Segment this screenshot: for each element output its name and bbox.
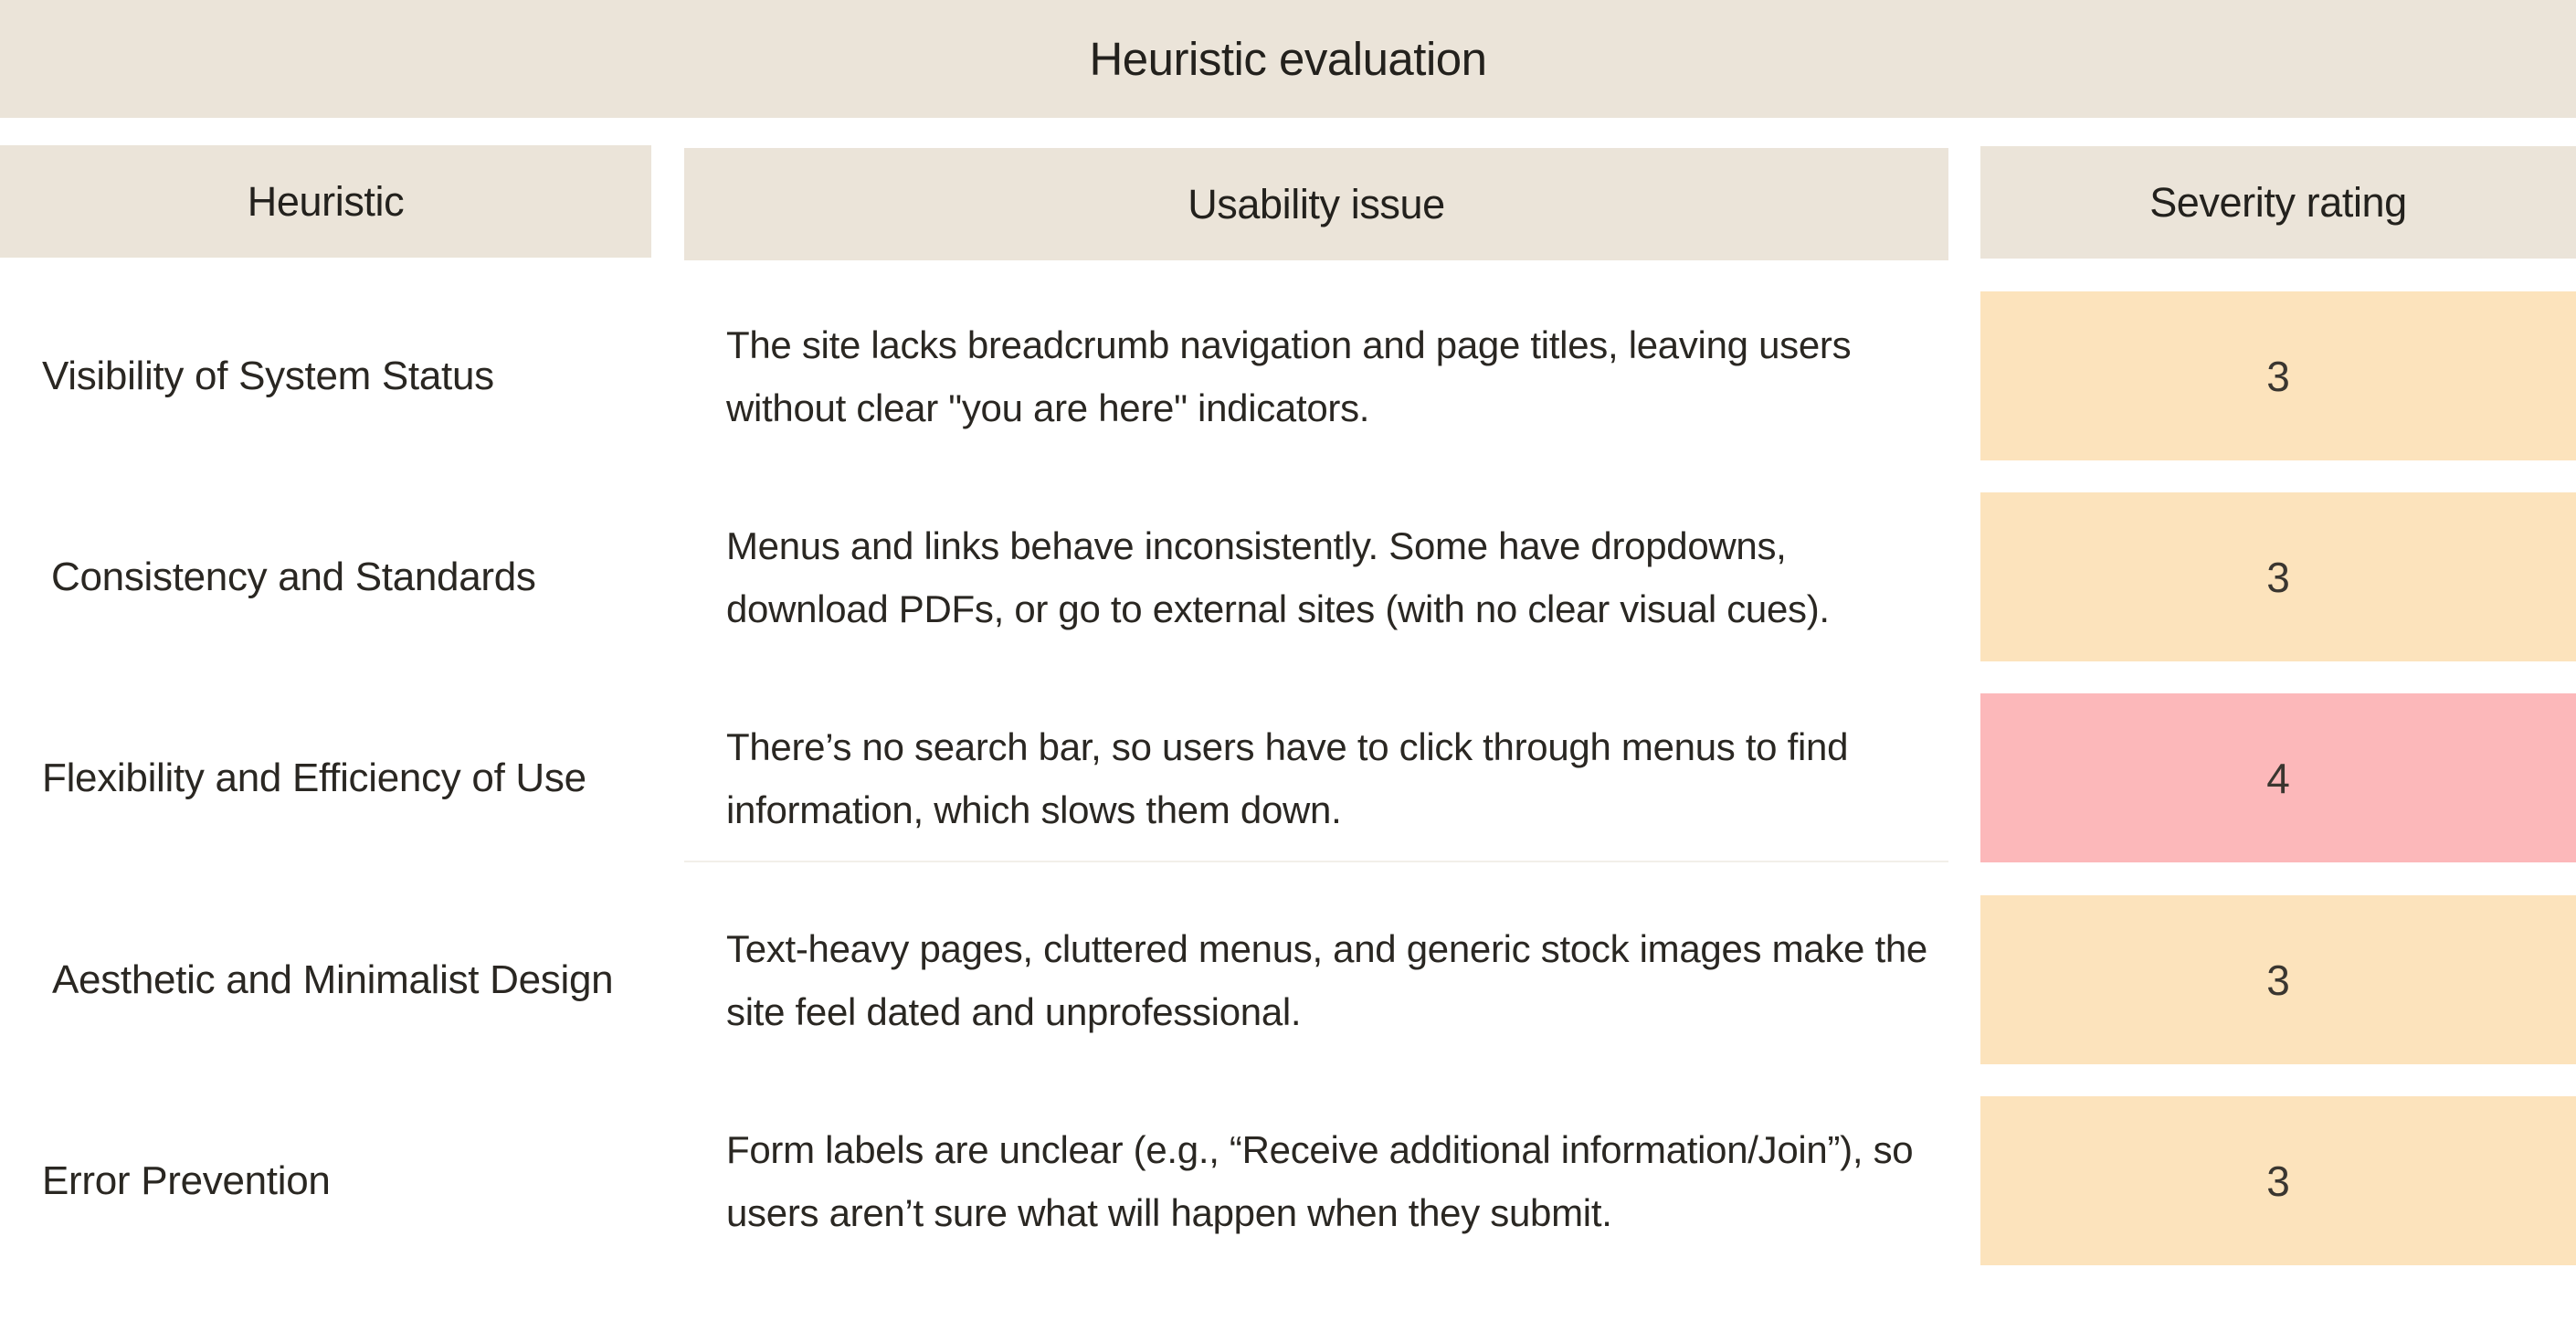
severity-rating-cell: 3 — [1980, 492, 2576, 661]
column-header-heuristic: Heuristic — [0, 145, 651, 258]
usability-issue-cell: There’s no search bar, so users have to click through menus to find information, which slows them down. — [726, 724, 1849, 831]
table-row — [0, 492, 2576, 661]
column-header-usability-issue: Usability issue — [684, 148, 1948, 260]
table-row — [0, 693, 2576, 862]
table-row — [0, 1096, 2576, 1265]
severity-rating-cell: 4 — [1980, 693, 2576, 862]
table-row — [0, 895, 2576, 1064]
heuristic-cell: Visibility of System Status — [42, 353, 494, 398]
heuristic-cell: Aesthetic and Minimalist Design — [52, 956, 614, 1002]
heuristic-cell: Flexibility and Efficiency of Use — [42, 755, 586, 800]
usability-issue-cell: Text-heavy pages, cluttered menus, and generic stock images make the site feel dated and unprofessional. — [726, 926, 1927, 1033]
row-divider — [684, 861, 1948, 862]
page-title: Heuristic evaluation — [1089, 33, 1487, 85]
heuristic-cell: Error Prevention — [42, 1157, 331, 1203]
table-row — [0, 291, 2576, 460]
usability-issue-cell: Form labels are unclear (e.g., “Receive additional information/Join”), so users aren’t sure what will happen when they submit. — [726, 1127, 1914, 1234]
usability-issue-cell: The site lacks breadcrumb navigation and page titles, leaving users without clear "you are here" indicators. — [726, 322, 1852, 429]
usability-issue-cell: Menus and links behave inconsistently. Some have dropdowns, download PDFs, or go to external sites (with no clear visual cues). — [726, 523, 1830, 630]
severity-rating-cell: 3 — [1980, 1096, 2576, 1265]
heuristic-cell: Consistency and Standards — [51, 554, 536, 599]
column-header-severity-rating: Severity rating — [1980, 146, 2576, 259]
severity-rating-cell: 3 — [1980, 895, 2576, 1064]
severity-rating-cell: 3 — [1980, 291, 2576, 460]
title-bar — [0, 0, 2576, 118]
